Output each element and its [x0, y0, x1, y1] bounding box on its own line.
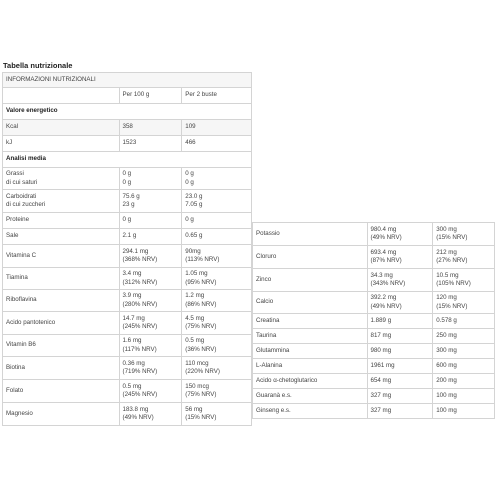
value-per-2-buste: 0.65 g: [182, 229, 252, 245]
row-label: [3, 190, 120, 213]
value-line: 0.36 mg: [122, 359, 145, 367]
table-row: [253, 374, 495, 389]
label-line: Grassi: [6, 170, 24, 178]
value-per-100g: [119, 380, 182, 403]
value-line: (49% NRV): [122, 414, 154, 421]
value-line: 3.9 mg: [122, 292, 142, 300]
value-line: (49% NRV): [370, 302, 402, 310]
value-line: 212 mg: [436, 248, 457, 256]
value-per-2-buste: [433, 223, 495, 246]
table-row: [3, 403, 252, 426]
row-label: Glutammina: [253, 344, 368, 359]
value-line: 0.5 mg: [122, 382, 142, 390]
value-line: (87% NRV): [370, 257, 402, 264]
row-label: Taurina: [253, 329, 368, 344]
value-line: (75% NRV): [185, 391, 217, 398]
value-per-2-buste: 0 g: [182, 213, 252, 229]
value-per-100g: [119, 190, 182, 213]
row-label: [3, 168, 120, 190]
value-line: 693.4 mg: [370, 248, 397, 256]
value-line: 980.4 mg: [370, 225, 397, 233]
value-per-2-buste: 250 mg: [433, 329, 495, 344]
row-label: Proteine: [3, 213, 120, 229]
value-line: 4.5 mg: [185, 314, 205, 322]
value-line: 7.05 g: [185, 201, 203, 208]
value-line: 0.5 mg: [185, 337, 205, 345]
value-line: 1.6 mg: [122, 337, 142, 345]
value-line: (36% NRV): [185, 345, 217, 353]
label-line: di cui saturi: [6, 178, 38, 186]
table-row: [253, 269, 495, 292]
value-per-2-buste: [182, 357, 252, 380]
value-line: 0 g: [185, 178, 194, 186]
value-line: 392.2 mg: [370, 294, 397, 302]
value-per-2-buste: [182, 312, 252, 335]
row-label: Tiamina: [3, 268, 120, 290]
value-line: (312% NRV): [122, 278, 158, 286]
value-per-100g: 1961 mg: [367, 359, 433, 374]
table-row: [3, 290, 252, 312]
table-row: [253, 389, 495, 404]
table-row: [253, 329, 495, 344]
value-line: 34.3 mg: [370, 271, 393, 279]
value-per-2-buste: [433, 246, 495, 269]
value-line: 56 mg: [185, 405, 203, 413]
value-per-2-buste: 200 mg: [433, 374, 495, 389]
value-per-100g: [367, 269, 433, 292]
value-per-2-buste: [182, 190, 252, 213]
value-line: (117% NRV): [122, 345, 157, 353]
value-line: (368% NRV): [122, 256, 158, 263]
nutrition-table-main: [2, 72, 252, 426]
value-line: 110 mcg: [185, 359, 209, 367]
table-row: [3, 245, 252, 268]
value-line: (15% NRV): [185, 414, 217, 421]
value-line: (719% NRV): [122, 368, 158, 375]
value-per-100g: [119, 357, 182, 380]
value-per-100g: 2.1 g: [119, 229, 182, 245]
row-label: Acido α-chetoglutarico: [253, 374, 368, 389]
value-per-2-buste: 466: [182, 136, 252, 152]
value-per-100g: [119, 312, 182, 335]
table-row: [253, 314, 495, 329]
value-per-2-buste: 600 mg: [433, 359, 495, 374]
table-row: [3, 357, 252, 380]
table-row: [253, 344, 495, 359]
row-label: Magnesio: [3, 403, 120, 426]
table-row: [3, 120, 252, 136]
value-line: (27% NRV): [436, 257, 468, 264]
value-per-2-buste: 300 mg: [433, 344, 495, 359]
value-line: 90mg: [185, 247, 201, 255]
value-per-2-buste: [182, 335, 252, 357]
value-line: 0 g: [122, 178, 132, 186]
value-per-100g: 980 mg: [367, 344, 433, 359]
table-row: [3, 190, 252, 213]
row-label: Sale: [3, 229, 120, 245]
value-per-100g: [367, 246, 433, 269]
value-line: 14.7 mg: [122, 314, 145, 322]
value-per-100g: 1.889 g: [367, 314, 433, 329]
value-per-100g: 327 mg: [367, 404, 433, 419]
value-line: (49% NRV): [370, 234, 402, 241]
value-per-2-buste: [182, 245, 252, 268]
table-header-label: INFORMAZIONI NUTRIZIONALI: [3, 73, 252, 88]
value-line: 150 mcg: [185, 382, 209, 390]
row-label: Vitamina C: [3, 245, 120, 268]
value-line: (75% NRV): [185, 323, 217, 330]
value-per-2-buste: 0.578 g: [433, 314, 495, 329]
value-per-2-buste: 100 mg: [433, 389, 495, 404]
value-line: (245% NRV): [122, 391, 158, 398]
value-line: 1.2 mg: [185, 292, 205, 300]
table-title: Tabella nutrizionale: [3, 61, 73, 70]
empty-header-cell: [3, 88, 120, 104]
value-per-2-buste: [433, 292, 495, 314]
row-label: Calcio: [253, 292, 368, 314]
value-line: 0 g: [185, 170, 194, 178]
value-line: (15% NRV): [436, 302, 468, 310]
value-per-100g: 817 mg: [367, 329, 433, 344]
table-row: [253, 359, 495, 374]
value-line: (343% NRV): [370, 280, 406, 287]
row-label: Folato: [3, 380, 120, 403]
value-per-100g: 1523: [119, 136, 182, 152]
value-per-2-buste: 109: [182, 120, 252, 136]
value-per-2-buste: 100 mg: [433, 404, 495, 419]
value-per-2-buste: [433, 269, 495, 292]
nutrition-table-continued: [252, 222, 495, 419]
row-label: Riboflavina: [3, 290, 120, 312]
label-line: di cui zuccheri: [6, 201, 46, 208]
section-analysis: Analisi media: [3, 152, 252, 168]
table-row: [3, 213, 252, 229]
value-line: (280% NRV): [122, 300, 158, 308]
row-label: kJ: [3, 136, 120, 152]
row-label: Biotina: [3, 357, 120, 380]
row-label: Acido pantotenico: [3, 312, 120, 335]
column-header-per-100g: Per 100 g: [119, 88, 182, 104]
value-per-100g: [367, 223, 433, 246]
value-per-100g: 358: [119, 120, 182, 136]
value-per-2-buste: [182, 268, 252, 290]
table-row: [3, 229, 252, 245]
label-line: Carboidrati: [6, 192, 37, 200]
value-line: (15% NRV): [436, 234, 468, 241]
row-label: Guaranà e.s.: [253, 389, 368, 404]
row-label: L-Alanina: [253, 359, 368, 374]
value-per-2-buste: [182, 168, 252, 190]
value-per-100g: [119, 168, 182, 190]
value-line: (86% NRV): [185, 300, 217, 308]
row-label: Zinco: [253, 269, 368, 292]
value-per-2-buste: [182, 290, 252, 312]
table-row: [3, 136, 252, 152]
value-per-100g: [119, 245, 182, 268]
value-line: 183.8 mg: [122, 405, 149, 413]
table-row: [253, 246, 495, 269]
value-line: (220% NRV): [185, 368, 220, 375]
row-label: Potassio: [253, 223, 368, 246]
table-row: [3, 268, 252, 290]
value-per-100g: [367, 292, 433, 314]
table-row: [3, 312, 252, 335]
value-per-100g: 654 mg: [367, 374, 433, 389]
value-line: 10.5 mg: [436, 271, 459, 279]
table-row: [3, 168, 252, 190]
table-row: [253, 223, 495, 246]
value-per-100g: 0 g: [119, 213, 182, 229]
value-line: (245% NRV): [122, 323, 158, 330]
row-label: Ginseng e.s.: [253, 404, 368, 419]
value-line: 75.6 g: [122, 192, 140, 200]
value-per-2-buste: [182, 380, 252, 403]
value-per-100g: [119, 268, 182, 290]
value-line: 294.1 mg: [122, 247, 149, 255]
value-line: (105% NRV): [436, 280, 471, 287]
value-line: (113% NRV): [185, 256, 220, 263]
value-line: 0 g: [122, 170, 132, 178]
row-label: Creatina: [253, 314, 368, 329]
value-line: 1.05 mg: [185, 270, 208, 278]
value-per-2-buste: [182, 403, 252, 426]
column-header-per-2-buste: Per 2 buste: [182, 88, 252, 104]
table-row: [3, 380, 252, 403]
value-line: 23 g: [122, 201, 135, 208]
value-per-100g: [119, 290, 182, 312]
value-line: 120 mg: [436, 294, 457, 302]
table-row: [253, 404, 495, 419]
value-line: 23.0 g: [185, 192, 203, 200]
table-row: [3, 335, 252, 357]
value-per-100g: 327 mg: [367, 389, 433, 404]
section-energy: Valore energetico: [3, 104, 252, 120]
value-per-100g: [119, 335, 182, 357]
table-row: [253, 292, 495, 314]
row-label: Vitamin B6: [3, 335, 120, 357]
value-line: 300 mg: [436, 225, 457, 233]
value-line: (95% NRV): [185, 278, 217, 286]
value-per-100g: [119, 403, 182, 426]
row-label: Cloruro: [253, 246, 368, 269]
row-label: Kcal: [3, 120, 120, 136]
value-line: 3.4 mg: [122, 270, 142, 278]
